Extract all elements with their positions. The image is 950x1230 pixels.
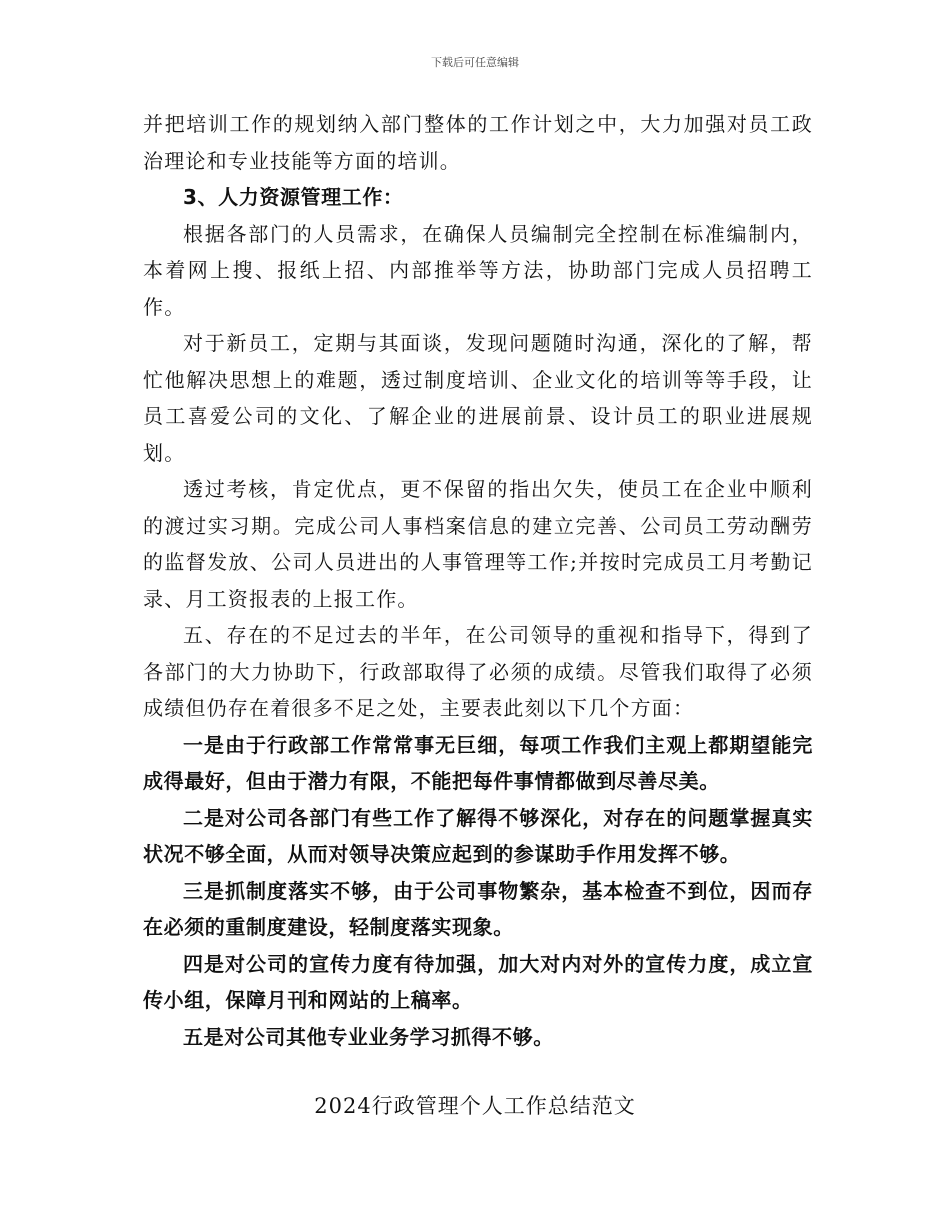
document-body (143, 106, 813, 1055)
paragraph-new-employees: 对于新员工，定期与其面谈，发现问题随时沟通，深化的了解，帮忙他解决思想上的难题，透过制度培训、企业文化的培训等等手段，让员工喜爱公司的文化、了解企业的进展前景、设计员工的职业进展规划。 (143, 331, 813, 465)
paragraph-shortcomings: 五、存在的不足过去的半年，在公司领导的重视和指导下，得到了各部门的大力协助下，行政部取得了必须的成绩。尽管我们取得了必须成绩但仍存在着很多不足之处，主要表此刻以下几个方面： (143, 623, 813, 720)
shortcoming-item-2: 二是对公司各部门有些工作了解得不够深化，对存在的问题掌握真实状况不够全面，从而对领导决策应起到的参谋助手作用发挥不够。 (143, 805, 813, 866)
shortcoming-item-3: 三是抓制度落实不够，由于公司事物繁杂，基本检查不到位，因而存在必须的重制度建设，轻制度落实现象。 (143, 878, 813, 939)
header-note: 下载后可任意编辑 (431, 56, 519, 69)
paragraph-recruitment: 根据各部门的人员需求，在确保人员编制完全控制在标准编制内，本着网上搜、报纸上招、内部推举等方法，协助部门完成人员招聘工作。 (143, 221, 813, 319)
shortcoming-item-1: 一是由于行政部工作常常事无巨细，每项工作我们主观上都期望能完成得最好，但由于潜力有限，不能把每件事情都做到尽善尽美。 (143, 732, 813, 793)
shortcoming-item-4: 四是对公司的宣传力度有待加强，加大对内对外的宣传力度，成立宣传小组，保障月刊和网站的上稿率。 (143, 951, 813, 1012)
document-title: 2024行政管理个人工作总结范文 (314, 1094, 636, 1118)
paragraph-training-plan: 并把培训工作的规划纳入部门整体的工作计划之中，大力加强对员工政治理论和专业技能等方面的培训。 (143, 112, 813, 173)
shortcoming-item-5: 五是对公司其他专业业务学习抓得不够。 (183, 1024, 554, 1049)
paragraph-assessment: 透过考核，肯定优点，更不保留的指出欠失，使员工在企业中顺利的渡过实习期。完成公司人事档案信息的建立完善、公司员工劳动酬劳的监督发放、公司人员进出的人事管理等工作;并按时完成员工月考勤记录、月工资报表的上报工作。 (143, 477, 813, 611)
section-heading-hr: 3、人力资源管理工作： (183, 185, 404, 209)
